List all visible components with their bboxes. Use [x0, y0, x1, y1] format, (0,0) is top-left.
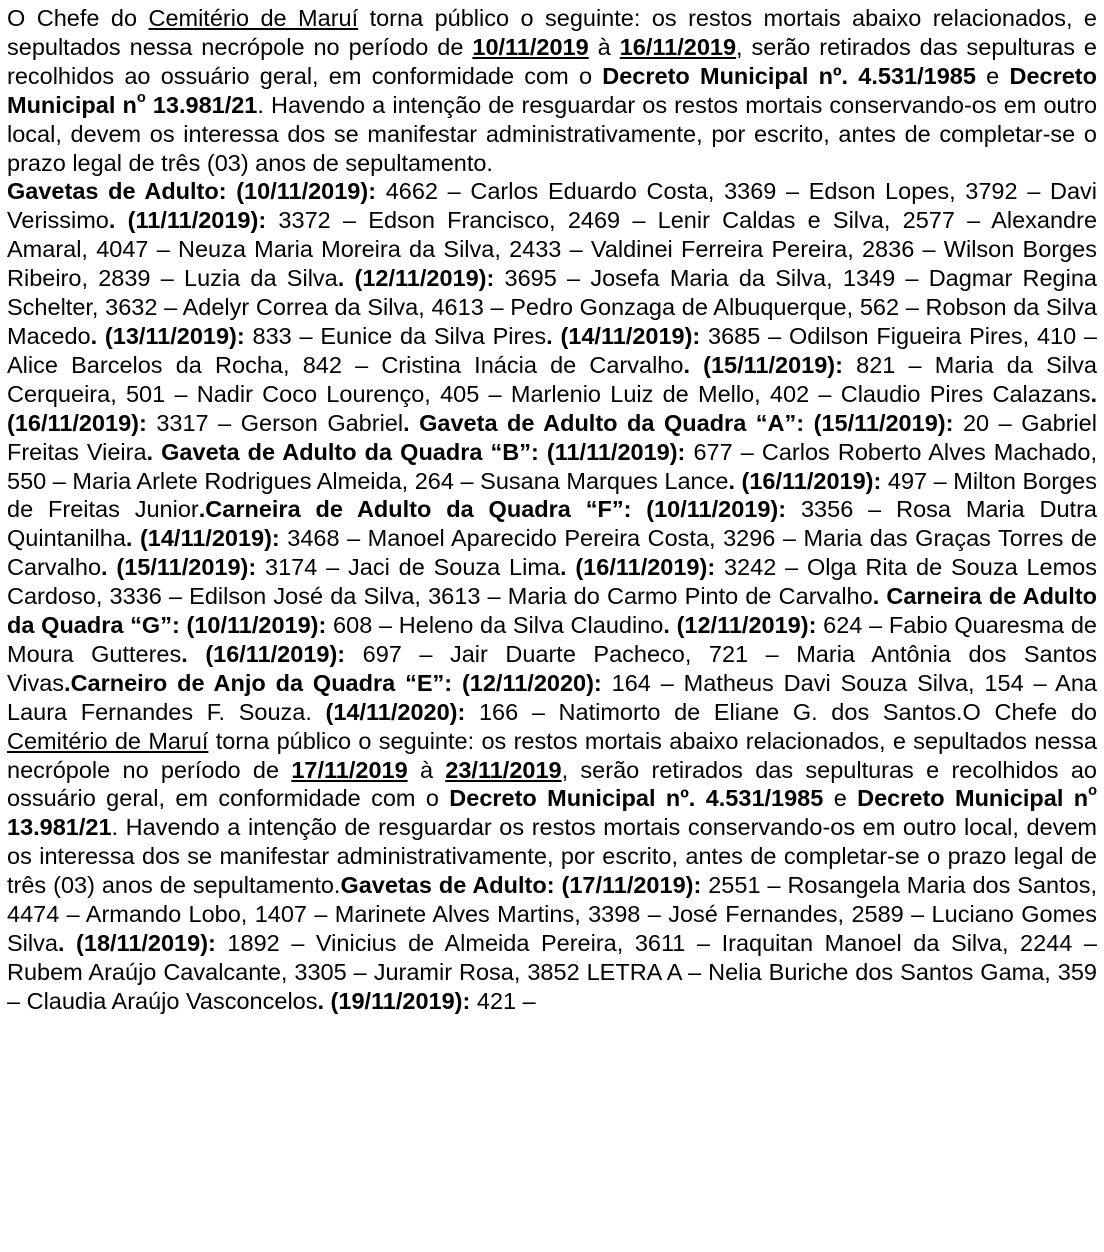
notice-paragraph: [7, 4, 1097, 177]
text-run: à: [588, 33, 620, 60]
bold-text: 13.981/21: [145, 91, 258, 118]
underlined-text: Cemitério de Maruí: [7, 727, 209, 754]
bold-text: Decreto Municipal nº. 4.531/1985: [449, 785, 824, 812]
bold-text: Decreto Municipal n: [857, 785, 1089, 812]
text-run: 2551 – Rosangela Maria dos Santos, 4474 – Armando Lobo, 1407 – Marinete Alves Martins, 3398 – José Fernandes, 2589 – Luciano Gomes Silva: [7, 872, 1097, 956]
text-run: 497 – Milton Borges de Freitas Junior: [7, 467, 1097, 523]
bold-text: . (16/11/2019):: [7, 380, 1097, 436]
text-run: à: [407, 756, 446, 783]
bold-text: . (14/11/2019):: [125, 525, 280, 552]
date-text: 16/11/2019: [619, 33, 737, 60]
date-text: 23/11/2019: [445, 756, 562, 783]
text-run: 421 –: [470, 987, 536, 1014]
bold-text: . (15/11/2019):: [683, 351, 843, 378]
text-run: 833 – Eunice da Silva Pires: [244, 322, 547, 349]
bold-text: . (16/11/2019):: [728, 467, 882, 494]
text-run: O Chefe do: [7, 5, 149, 31]
text-run: 3242 – Olga Rita de Souza Lemos Cardoso, 3336 – Edilson José da Silva, 3613 – Maria do Carmo Pinto de Carvalho: [7, 554, 1098, 610]
text-run: e: [823, 785, 858, 812]
bold-text: . Carneira de Adulto da Quadra “G”: (10/11/2019):: [7, 583, 1097, 639]
bold-text: (14/11/2020):: [325, 698, 466, 725]
bold-text: . Gaveta de Adulto da Quadra “B”: (11/11/2019):: [146, 438, 686, 465]
bold-text: . (18/11/2019):: [57, 930, 216, 956]
bold-text: 13.981/21: [7, 814, 112, 841]
text-run: 821 – Maria da Silva Cerqueira, 501 – Nadir Coco Lourenço, 405 – Marlenio Luiz de Mello, 402 – Claudio Pires Calazans: [7, 351, 1097, 407]
text-run: 3174 – Jaci de Souza Lima: [256, 554, 560, 581]
bold-text: . (12/11/2019):: [337, 265, 495, 292]
bold-text: Gavetas de Adulto: (17/11/2019):: [340, 872, 702, 899]
date-text: 10/11/2019: [472, 33, 589, 60]
text-run: 1892 – Vinicius de Almeida Pereira, 3611 – Iraquitan Manoel da Silva, 2244 – Rubem Araújo Cavalcante, 3305 – Juramir Rosa, 3852 LETRA A – Nelia Buriche dos Santos Gama, 359 – Claudia Araújo Vasconcelos: [7, 930, 1097, 1014]
bold-text: . (15/11/2019):: [101, 554, 257, 581]
superscript-text: o: [1088, 783, 1097, 800]
date-text: 17/11/2019: [291, 756, 408, 783]
bold-text: . (16/11/2019):: [560, 554, 716, 581]
text-run: . Havendo a intenção de resguardar os restos mortais conservando-os em outro local, devem os interessa dos se manifestar administrativamente, por escrito, antes de completar-se o prazo legal de três (03) anos de sepultamento.: [7, 91, 1098, 176]
text-run: 4662 – Carlos Eduardo Costa, 3369 – Edson Lopes, 3792 – Davi Verissimo: [7, 178, 1097, 234]
text-run: torna público o seguinte: os restos mortais abaixo relacionados, e sepultados nessa necrópole no período de: [7, 727, 1097, 783]
bold-text: . Gaveta de Adulto da Quadra “A”: (15/11/2019):: [403, 409, 954, 436]
underlined-text: Cemitério de Maruí: [148, 5, 359, 31]
text-run: torna público o seguinte: os restos mortais abaixo relacionados, e sepultados nessa necrópole no período de: [7, 5, 1097, 60]
bold-text: .Carneira de Adulto da Quadra “F”: (10/11/2019):: [198, 496, 787, 523]
bold-text: . (13/11/2019):: [90, 322, 245, 349]
text-run: 624 – Fabio Quaresma de Moura Gutteres: [7, 612, 1097, 667]
text-run: 3317 – Gerson Gabriel: [146, 409, 404, 436]
text-run: , serão retirados das sepulturas e recolhidos ao ossuário geral, em conformidade com o: [7, 756, 1097, 812]
superscript-text: o: [136, 89, 146, 106]
text-run: 166 – Natimorto de Eliane G. dos Santos.O Chefe do: [465, 698, 1097, 725]
text-run: 697 – Jair Duarte Pacheco, 721 – Maria Antônia dos Santos Vivas: [7, 640, 1098, 696]
bold-text: Decreto Municipal n: [7, 62, 1097, 118]
bold-text: . (16/11/2019):: [181, 640, 346, 667]
bold-text: . (11/11/2019):: [108, 207, 267, 234]
text-run: 164 – Matheus Davi Souza Silva, 154 – Ana Laura Fernandes F. Souza.: [7, 669, 1097, 725]
bold-text: .Carneiro de Anjo da Quadra “E”: (12/11/2020):: [64, 669, 602, 696]
bold-text: . (12/11/2019):: [663, 612, 817, 639]
text-run: 3685 – Odilson Figueira Pires, 410 – Alice Barcelos da Rocha, 842 – Cristina Inácia de Carvalho: [7, 322, 1097, 378]
bold-text: . (19/11/2019):: [317, 987, 471, 1014]
text-run: 677 – Carlos Roberto Alves Machado, 550 – Maria Arlete Rodrigues Almeida, 264 – Susana Marques Lance: [7, 438, 1097, 494]
text-run: e: [975, 62, 1010, 89]
text-run: 608 – Heleno da Silva Claudino: [326, 612, 664, 639]
bold-text: Decreto Municipal nº. 4.531/1985: [602, 62, 976, 89]
text-run: 3372 – Edson Francisco, 2469 – Lenir Caldas e Silva, 2577 – Alexandre Amaral, 4047 – Neuza Maria Moreira da Silva, 2433 – Valdinei Ferreira Pereira, 2836 – Wilson Borges Ribeiro, 2839 – Luzia da Silva: [7, 207, 1098, 292]
text-run: 3695 – Josefa Maria da Silva, 1349 – Dagmar Regina Schelter, 3632 – Adelyr Correa da Silva, 4613 – Pedro Gonzaga de Albuquerque, 562 – Robson da Silva Macedo: [7, 265, 1097, 349]
text-run: 3356 – Rosa Maria Dutra Quintanilha: [7, 496, 1097, 552]
text-run: 3468 – Manoel Aparecido Pereira Costa, 3296 – Maria das Graças Torres de Carvalho: [7, 525, 1097, 581]
bold-text: . (14/11/2019):: [546, 322, 701, 349]
text-run: 20 – Gabriel Freitas Vieira: [7, 409, 1097, 465]
text-run: , serão retirados das sepulturas e recolhidos ao ossuário geral, em conformidade com o: [7, 33, 1097, 89]
bold-text: Gavetas de Adulto: (10/11/2019):: [7, 178, 377, 205]
text-run: . Havendo a intenção de resguardar os restos mortais conservando-os em outro local, devem os interessa dos se manifestar administrativamente, por escrito, antes de completar-se o prazo legal de três (03) anos de sepultamento.: [7, 814, 1097, 899]
burial-listing-paragraph: [7, 177, 1097, 1015]
